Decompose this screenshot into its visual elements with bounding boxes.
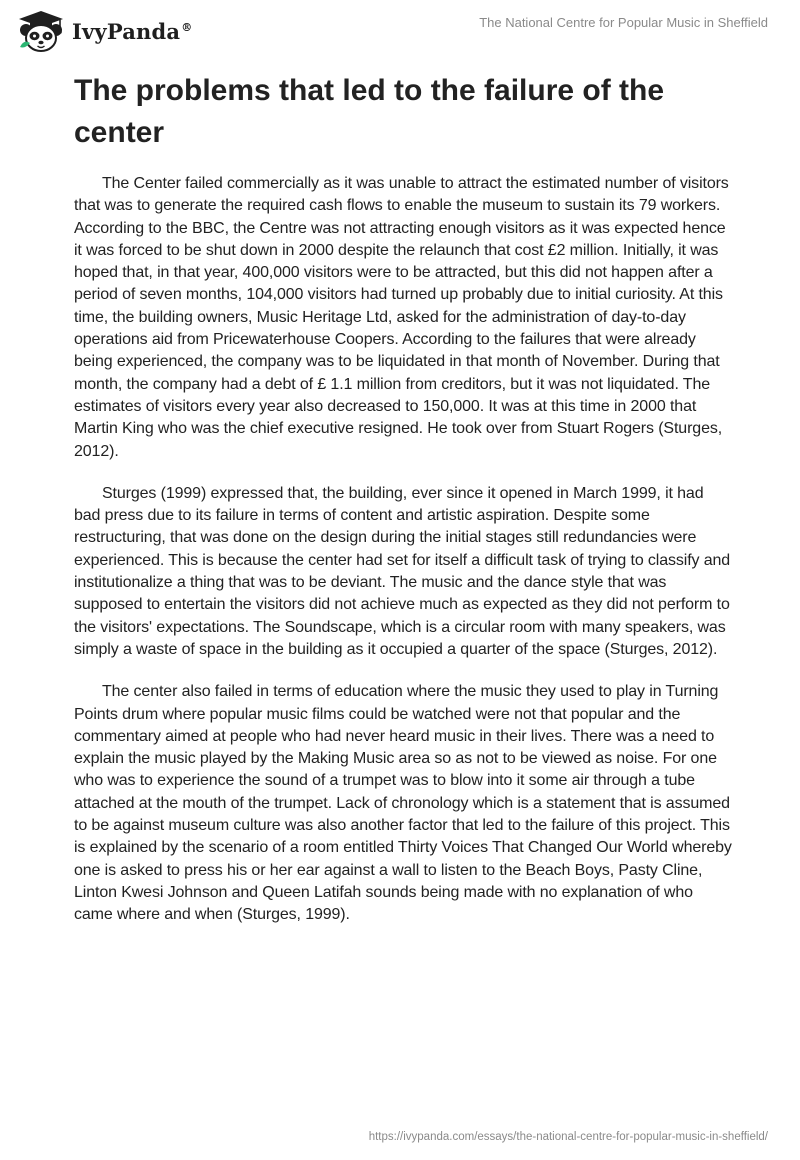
- paragraph-2: Sturges (1999) expressed that, the building, ever since it opened in March 1999, it had bad press due to its failure in terms of content and artistic aspiration. Despite some restructuring, that was done on the design during the initial stages still redundancies were experienced. This is because the center had set for itself a difficult task of trying to classify and institutionalize a thing that was to be deviant. The music and the dance style that was supposed to entertain the visitors did not achieve much as expected as they did not perform to the visitors' expectations. The Soundscape, which is a circular room with many speakers, was simply a waste of space in the building as it occupied a quarter of the space (Sturges, 2012).: [74, 484, 731, 658]
- page-title: The problems that led to the failure of the center: [74, 74, 665, 149]
- page-header: [0, 0, 800, 70]
- panda-graduate-icon: [16, 9, 66, 53]
- paragraph-1: The Center failed commercially as it was unable to attract the estimated number of visitors that was to generate the required cash flows to enable the museum to sustain its 79 workers. According to the BBC, the Centre was not attracting enough visitors as it was expected hence it was forced to be shut down in 2000 despite the relaunch that cost £2 million. Initially, it was hoped that, in that year, 400,000 visitors were to be attracted, but this did not happen after a period of seven months, 104,000 visitors had turned up probably due to initial curiosity. At this time, the building owners, Music Heritage Ltd, asked for the administration of day-to-day operations aid from Pricewaterhouse Coopers. According to the failures that were already being experienced, the company was to be liquidated in that month of November. During that month, the company had a debt of £ 1.1 million from creditors, but it was not liquidated. The estimates of visitors every year also decreased to 150,000. It was at this time in 2000 that Martin King who was the chief executive resigned. He took over from Stuart Rogers (Sturges, 2012).: [74, 175, 729, 460]
- footer-source-url[interactable]: https://ivypanda.com/essays/the-national-centre-for-popular-music-in-sheffield/: [368, 1131, 768, 1143]
- logo-name: IvyPanda: [72, 18, 181, 44]
- logo-wordmark: [72, 19, 192, 44]
- essay-title-header: The National Centre for Popular Music in Sheffield: [479, 15, 768, 30]
- essay-body: [74, 173, 734, 947]
- registered-mark: ®: [181, 20, 193, 34]
- ivypanda-logo[interactable]: [16, 9, 192, 53]
- paragraph-3: The center also failed in terms of education where the music they used to play in Turning Points drum where popular music films could be watched were not that popular and the commentary aimed at people who had never heard music in their lives. There was a need to explain the music played by the Making Music area so as not to be viewed as noise. For one who was to experience the sound of a trumpet was to blow into it some air through a tube attached at the mouth of the trumpet. Lack of chronology which is a statement that is assumed to be against museum culture was also another factor that led to the failure of this project. This is explained by the scenario of a room entitled Thirty Voices That Changed Our World whereby one is asked to press his or her ear against a wall to listen to the Beach Boys, Pasty Cline, Linton Kwesi Johnson and Queen Latifah sounds being made with no explanation of who came where and when (Sturges, 1999).: [74, 683, 732, 924]
